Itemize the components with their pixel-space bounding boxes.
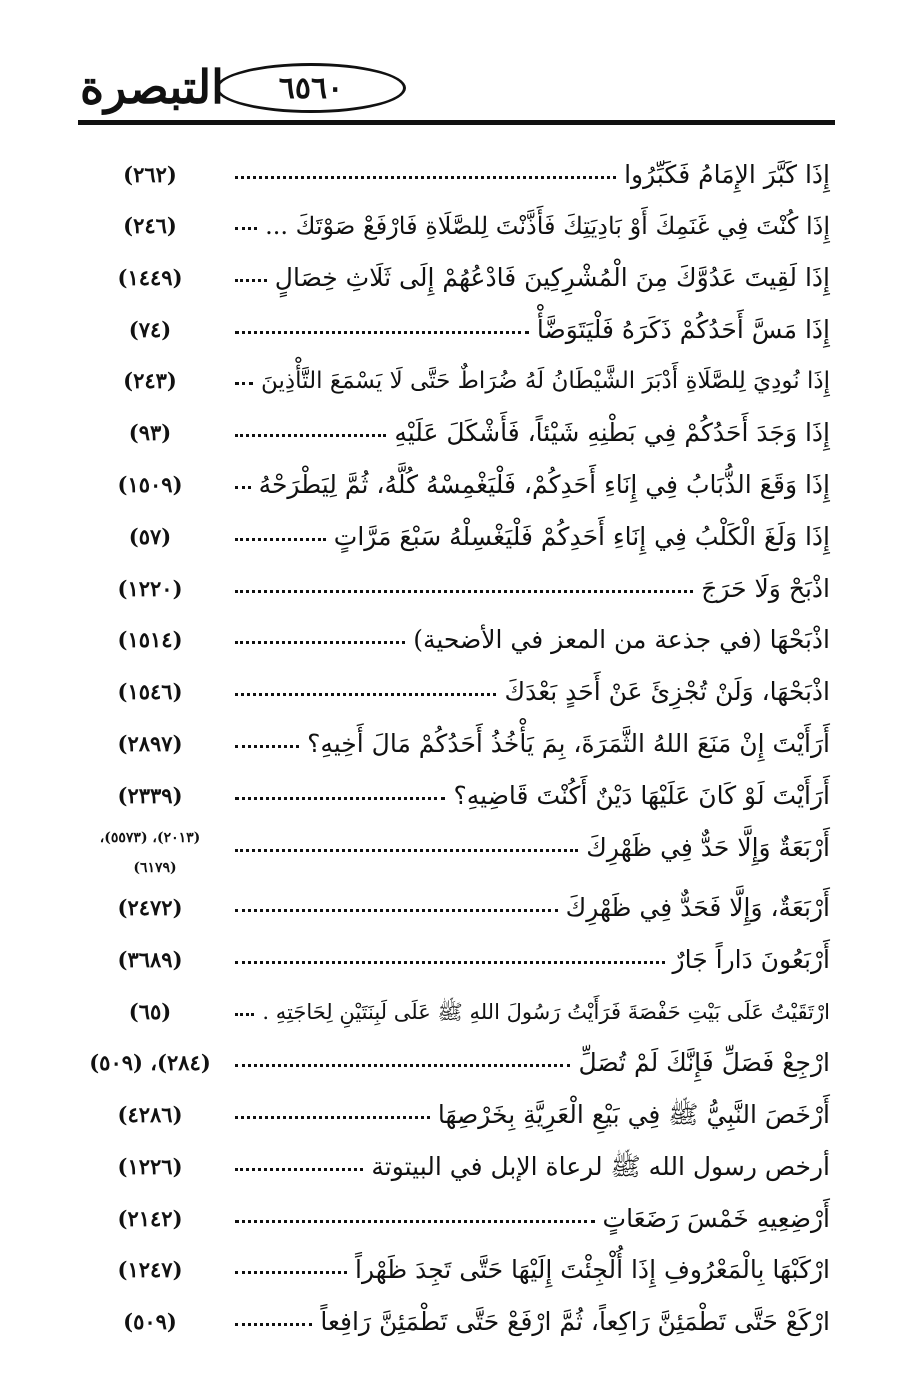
- dot-leader: [235, 745, 299, 748]
- index-entry: [80, 935, 830, 985]
- hadith-text: اذْبَحْهَا، وَلَنْ تُجْزِئَ عَنْ أَحَدٍ بَعْدَكَ: [504, 677, 830, 706]
- hadith-number: (١٥٠٩): [117, 472, 183, 497]
- dot-leader: [235, 641, 405, 644]
- hadith-number: (١٤٤٩): [117, 265, 183, 290]
- hadith-number: (٢٤٧٢): [117, 895, 183, 920]
- hadith-text: أرخص رسول الله ﷺ لرعاة الإبل في البيتوتة: [371, 1152, 830, 1181]
- index-entry: [80, 460, 830, 510]
- dot-leader: [235, 849, 578, 852]
- hadith-number: (١٢٢٠): [117, 576, 183, 601]
- hadith-text: إِذَا وَلَغَ الْكَلْبُ فِي إِنَاءِ أَحَدِكُمْ فَلْيَغْسِلْهُ سَبْعَ مَرَّاتٍ: [333, 522, 830, 551]
- hadith-text: ارْكَبْهَا بِالْمَعْرُوفِ إِذَا أُلْجِئْتَ إِلَيْهَا حَتَّى تَجِدَ ظَهْراً: [355, 1255, 830, 1284]
- book-title: التبصرة: [80, 60, 224, 114]
- hadith-number: (٢١٤٢): [117, 1206, 183, 1231]
- hadith-number: (١٥٤٦): [117, 679, 183, 704]
- index-entry: [80, 564, 830, 614]
- hadith-number: (١٢٢٦): [117, 1154, 183, 1179]
- index-entry: [80, 1090, 830, 1140]
- hadith-text: إِذَا كَبَّرَ الإِمَامُ فَكَبِّرُوا: [624, 160, 830, 189]
- hadith-number: (٦٥): [128, 999, 172, 1024]
- index-entry: [80, 150, 830, 200]
- dot-leader: [235, 434, 386, 437]
- hadith-number: (٧٤): [128, 317, 172, 342]
- hadith-number: (٩٣): [128, 420, 172, 445]
- page-number-badge: [216, 63, 406, 113]
- hadith-text: أَرْبَعُونَ دَاراً جَارٌ: [672, 945, 830, 974]
- index-entry: [80, 305, 830, 355]
- index-entry: [80, 883, 830, 933]
- index-entry: [80, 1142, 830, 1192]
- index-entry: [80, 1245, 830, 1295]
- hadith-number: (٢٨٤)، (٥٠٩): [89, 1050, 211, 1075]
- index-entry: [80, 719, 830, 769]
- index-entry: [80, 1194, 830, 1244]
- hadith-number: (٢٠١٣)، (٥٥٧٣)،: [99, 830, 201, 846]
- hadith-text: ارْتَقَيْتُ عَلَى بَيْتِ حَفْصَةَ فَرَأَيْتُ رَسُولَ اللهِ ﷺ عَلَى لَبِنَتَيْنِ لِحَاجَتِهِ .: [262, 1000, 830, 1024]
- dot-leader: [235, 693, 496, 696]
- hadith-text: إِذَا لَقِيتَ عَدُوَّكَ مِنَ الْمُشْرِكِينَ فَادْعُهُمْ إِلَى ثَلَاثِ خِصَالٍ: [274, 263, 830, 292]
- dot-leader: [235, 1064, 570, 1067]
- index-entry: [80, 987, 830, 1037]
- hadith-text: أَرَأَيْتَ إِنْ مَنَعَ اللهُ الثَّمَرَةَ، بِمَ يَأْخُذُ أَحَدُكُمْ مَالَ أَخِيهِ؟: [307, 729, 830, 758]
- index-entry: [80, 512, 830, 562]
- dot-leader: [235, 1116, 430, 1119]
- dot-leader: [235, 1168, 363, 1171]
- index-entry: [80, 356, 830, 406]
- index-entry: [80, 253, 830, 303]
- hadith-number: (٥٧): [128, 524, 172, 549]
- hadith-text: أَرْخَصَ النَّبِيُّ ﷺ فِي بَيْعِ الْعَرِيَّةِ بِخَرْصِهَا: [437, 1100, 830, 1129]
- hadith-text: ارْكَعْ حَتَّى تَطْمَئِنَّ رَاكِعاً، ثُمَّ ارْفَعْ حَتَّى تَطْمَئِنَّ رَافِعاً: [320, 1307, 830, 1336]
- index-entry: [80, 201, 830, 251]
- hadith-text: أَرْبَعَةٌ وَإِلَّا حَدٌّ فِي ظَهْرِكَ: [586, 833, 830, 862]
- hadith-text: اذْبَحْهَا (في جذعة من المعز في الأضحية): [413, 625, 830, 654]
- hadith-number: (٣٦٨٩): [117, 947, 183, 972]
- dot-leader: [235, 1271, 347, 1274]
- hadith-number: (٢٦٢): [123, 162, 177, 187]
- dot-leader: [235, 797, 445, 800]
- hadith-number: (٢٣٣٩): [117, 783, 183, 808]
- dot-leader: [235, 1013, 254, 1016]
- dot-leader: [235, 279, 267, 282]
- dot-leader: [235, 909, 558, 912]
- hadith-text: أَرْبَعَةٌ، وَإِلَّا فَحَدٌّ فِي ظَهْرِكَ: [565, 893, 830, 922]
- page-header: [78, 55, 835, 125]
- hadith-number-continued: (٦١٧٩): [133, 860, 177, 876]
- hadith-text: إِذَا مَسَّ أَحَدُكُمْ ذَكَرَهُ فَلْيَتَوَضَّأْ: [536, 315, 830, 344]
- hadith-text: إِذَا نُودِيَ لِلصَّلَاةِ أَدْبَرَ الشَّيْطَانُ لَهُ ضُرَاطٌ حَتَّى لَا يَسْمَعَ التَّأْذِينَ: [261, 368, 830, 394]
- hadith-text: إِذَا وَجَدَ أَحَدُكُمْ فِي بَطْنِهِ شَيْئاً، فَأَشْكَلَ عَلَيْهِ: [394, 418, 830, 447]
- hadith-text: اذْبَحْ وَلَا حَرَجَ: [701, 574, 830, 603]
- hadith-number: (٤٢٨٦): [117, 1102, 183, 1127]
- page-number: ٦٥٦٠: [278, 70, 344, 106]
- dot-leader: [235, 227, 257, 230]
- hadith-text: أَرَأَيْتَ لَوْ كَانَ عَلَيْهَا دَيْنٌ أَكُنْتَ قَاضِيهِ؟: [453, 781, 830, 810]
- hadith-text: إِذَا كُنْتَ فِي غَنَمِكَ أَوْ بَادِيَتِكَ فَأَذَّنْتَ لِلصَّلَاةِ فَارْفَعْ صَوْتَكَ ...: [265, 212, 830, 240]
- index-entry: [80, 408, 830, 458]
- dot-leader: [235, 486, 251, 489]
- hadith-number: (٥٠٩): [123, 1309, 177, 1334]
- index-entry: [80, 823, 830, 876]
- dot-leader: [235, 331, 529, 334]
- hadith-number: (١٢٤٧): [117, 1257, 183, 1282]
- dot-leader: [235, 1220, 595, 1223]
- hadith-number: (١٥١٤): [117, 627, 183, 652]
- index-entry: [80, 615, 830, 665]
- hadith-number: (٢٤٣): [123, 368, 177, 393]
- dot-leader: [235, 961, 665, 964]
- hadith-text: ارْجِعْ فَصَلِّ فَإِنَّكَ لَمْ تُصَلِّ: [578, 1048, 830, 1077]
- dot-leader: [235, 1323, 312, 1326]
- hadith-text: إِذَا وَقَعَ الذُّبَابُ فِي إِنَاءِ أَحَدِكُمْ، فَلْيَغْمِسْهُ كُلَّهُ، ثُمَّ لِيَطْرَحْهُ: [258, 470, 830, 499]
- dot-leader: [235, 590, 693, 593]
- hadith-number: (٢٤٦): [123, 213, 177, 238]
- index-entry: [80, 1038, 830, 1088]
- hadith-number: (٢٨٩٧): [117, 731, 183, 756]
- index-entry: [80, 771, 830, 821]
- dot-leader: [235, 538, 326, 541]
- header-rule: [78, 120, 835, 125]
- hadith-text: أَرْضِعِيهِ خَمْسَ رَضَعَاتٍ: [602, 1204, 830, 1233]
- index-entry: [80, 1297, 830, 1347]
- dot-leader: [235, 176, 616, 179]
- dot-leader: [235, 382, 253, 385]
- index-entry: [80, 667, 830, 717]
